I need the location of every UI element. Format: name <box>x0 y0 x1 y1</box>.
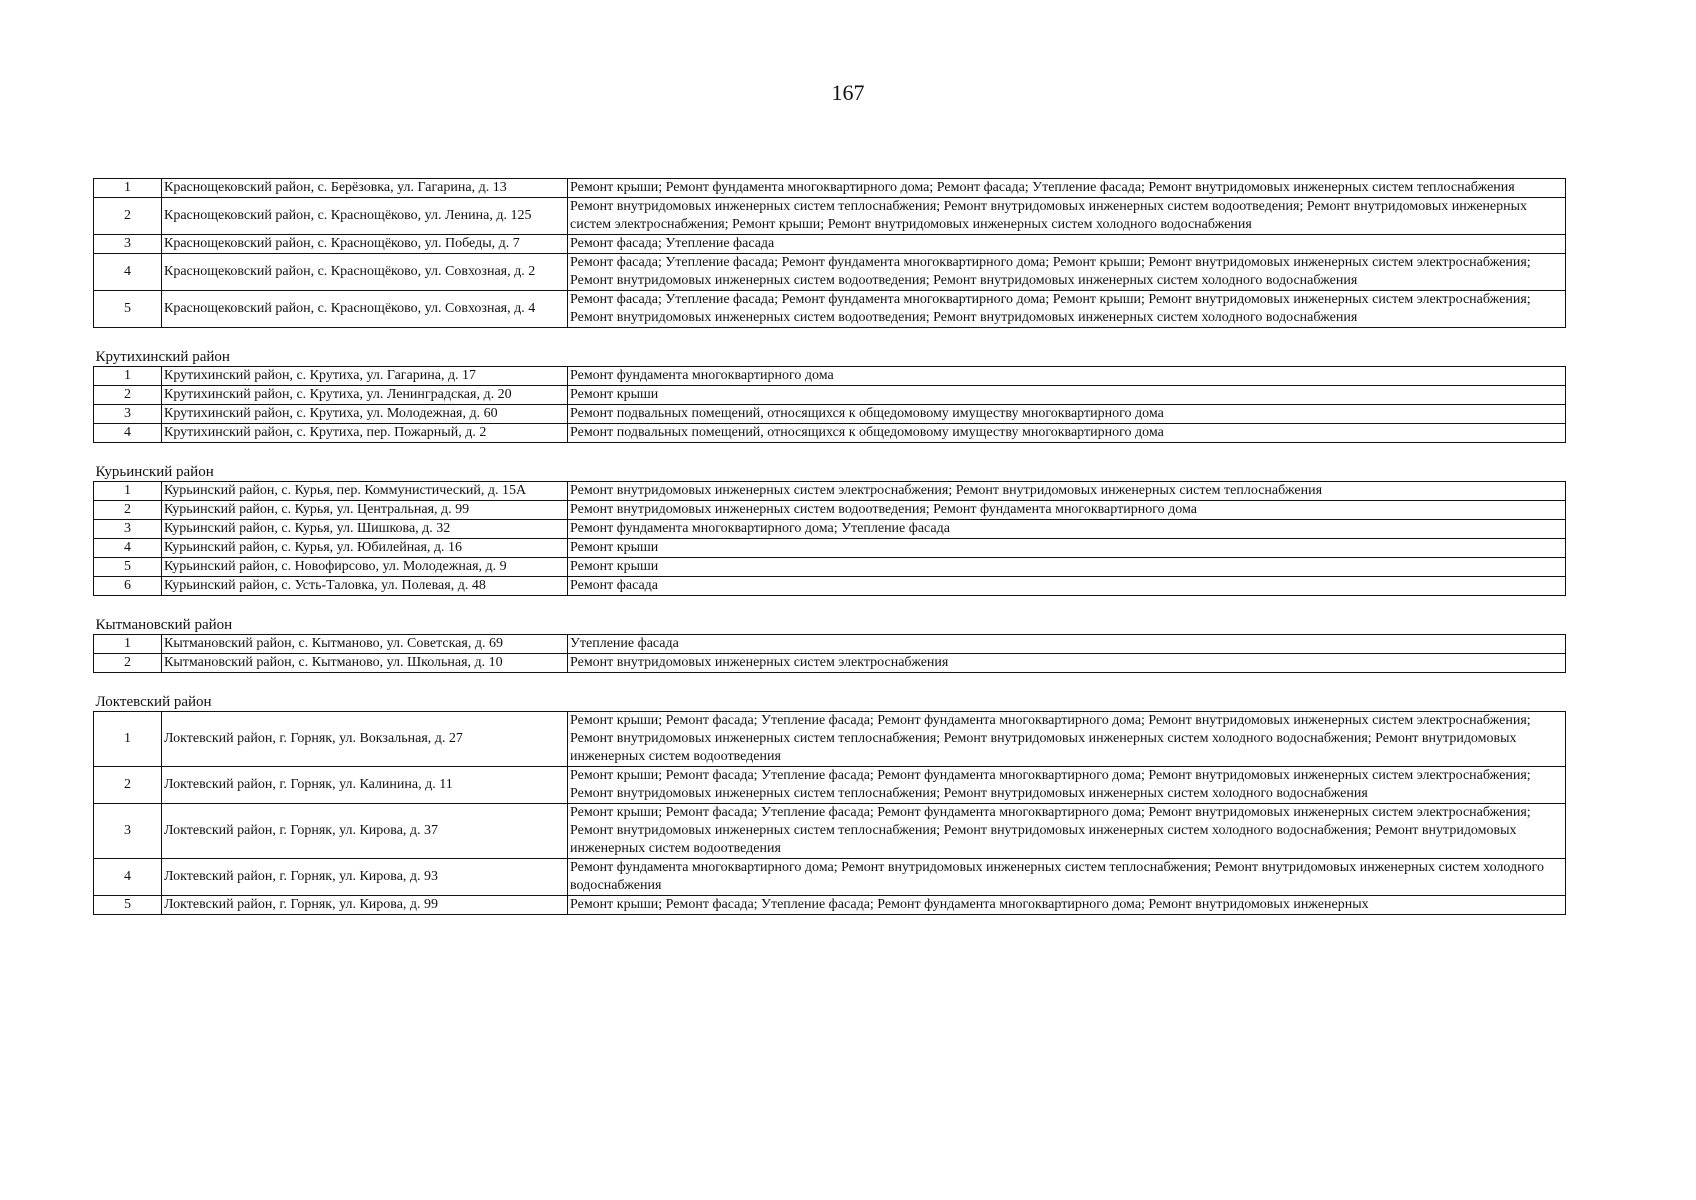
row-address: Краснощековский район, с. Краснощёково, ул. Ленина, д. 125 <box>162 198 568 235</box>
table-row <box>94 767 1566 804</box>
row-number: 1 <box>94 179 162 198</box>
table-row <box>94 179 1566 198</box>
table-row <box>94 577 1566 596</box>
row-number: 2 <box>94 501 162 520</box>
district-header-row <box>94 328 1566 367</box>
row-address: Крутихинский район, с. Крутиха, ул. Ленинградская, д. 20 <box>162 386 568 405</box>
row-address: Локтевский район, г. Горняк, ул. Кирова, д. 93 <box>162 859 568 896</box>
table-row <box>94 712 1566 767</box>
row-works: Утепление фасада <box>568 635 1566 654</box>
row-address: Курьинский район, с. Курья, ул. Шишкова, д. 32 <box>162 520 568 539</box>
row-works: Ремонт крыши <box>568 386 1566 405</box>
row-address: Краснощековский район, с. Краснощёково, ул. Совхозная, д. 2 <box>162 254 568 291</box>
row-works: Ремонт фасада; Утепление фасада; Ремонт фундамента многоквартирного дома; Ремонт крыши; Ремонт внутридомовых инженерных систем электроснабжения; Ремонт внутридомовых инженерных систем водоотведения; Ремонт внутридомовых инженерных систем холодного водоснабжения <box>568 291 1566 328</box>
row-number: 1 <box>94 367 162 386</box>
table-row <box>94 254 1566 291</box>
row-works: Ремонт крыши; Ремонт фасада; Утепление фасада; Ремонт фундамента многоквартирного дома; Ремонт внутридомовых инженерных систем электроснабжения; Ремонт внутридомовых инженерных систем теплоснабжения; Ремонт внутридомовых инженерных систем холодного водоснабжения <box>568 767 1566 804</box>
district-header-row <box>94 673 1566 712</box>
table-row <box>94 654 1566 673</box>
district-header-row <box>94 596 1566 635</box>
row-works: Ремонт крыши <box>568 558 1566 577</box>
row-number: 3 <box>94 520 162 539</box>
row-address: Курьинский район, с. Новофирсово, ул. Молодежная, д. 9 <box>162 558 568 577</box>
row-works: Ремонт подвальных помещений, относящихся к общедомовому имуществу многоквартирного дома <box>568 424 1566 443</box>
table-row <box>94 804 1566 859</box>
row-address: Крутихинский район, с. Крутиха, ул. Молодежная, д. 60 <box>162 405 568 424</box>
table-row <box>94 501 1566 520</box>
row-number: 5 <box>94 558 162 577</box>
row-number: 2 <box>94 767 162 804</box>
row-number: 4 <box>94 254 162 291</box>
row-address: Локтевский район, г. Горняк, ул. Вокзальная, д. 27 <box>162 712 568 767</box>
row-address: Крутихинский район, с. Крутиха, ул. Гагарина, д. 17 <box>162 367 568 386</box>
row-number: 2 <box>94 198 162 235</box>
row-address: Курьинский район, с. Курья, пер. Коммунистический, д. 15А <box>162 482 568 501</box>
row-works: Ремонт фасада; Утепление фасада; Ремонт фундамента многоквартирного дома; Ремонт крыши; Ремонт внутридомовых инженерных систем электроснабжения; Ремонт внутридомовых инженерных систем водоотведения; Ремонт внутридомовых инженерных систем холодного водоснабжения <box>568 254 1566 291</box>
row-address: Краснощековский район, с. Краснощёково, ул. Совхозная, д. 4 <box>162 291 568 328</box>
row-works: Ремонт внутридомовых инженерных систем электроснабжения; Ремонт внутридомовых инженерных систем теплоснабжения <box>568 482 1566 501</box>
row-number: 5 <box>94 896 162 915</box>
row-number: 6 <box>94 577 162 596</box>
table-row <box>94 367 1566 386</box>
table-row <box>94 405 1566 424</box>
row-works: Ремонт внутридомовых инженерных систем водоотведения; Ремонт фундамента многоквартирного дома <box>568 501 1566 520</box>
row-works: Ремонт фундамента многоквартирного дома <box>568 367 1566 386</box>
district-name: Курьинский район <box>94 443 1566 482</box>
row-number: 4 <box>94 859 162 896</box>
row-number: 2 <box>94 654 162 673</box>
table-row <box>94 291 1566 328</box>
table-body <box>94 179 1566 915</box>
table-row <box>94 482 1566 501</box>
row-address: Краснощековский район, с. Краснощёково, ул. Победы, д. 7 <box>162 235 568 254</box>
row-number: 5 <box>94 291 162 328</box>
row-address: Краснощековский район, с. Берёзовка, ул. Гагарина, д. 13 <box>162 179 568 198</box>
table-row <box>94 424 1566 443</box>
row-works: Ремонт крыши; Ремонт фундамента многоквартирного дома; Ремонт фасада; Утепление фасада; Ремонт внутридомовых инженерных систем теплоснабжения <box>568 179 1566 198</box>
row-address: Крутихинский район, с. Крутиха, пер. Пожарный, д. 2 <box>162 424 568 443</box>
district-name: Кытмановский район <box>94 596 1566 635</box>
row-number: 1 <box>94 482 162 501</box>
repair-schedule-table <box>93 178 1566 915</box>
table-row <box>94 635 1566 654</box>
row-number: 4 <box>94 539 162 558</box>
district-name: Крутихинский район <box>94 328 1566 367</box>
row-address: Локтевский район, г. Горняк, ул. Кирова, д. 99 <box>162 896 568 915</box>
row-number: 1 <box>94 635 162 654</box>
table-row <box>94 386 1566 405</box>
row-works: Ремонт фасада <box>568 577 1566 596</box>
row-works: Ремонт подвальных помещений, относящихся к общедомовому имуществу многоквартирного дома <box>568 405 1566 424</box>
row-number: 2 <box>94 386 162 405</box>
row-works: Ремонт фундамента многоквартирного дома; Ремонт внутридомовых инженерных систем теплоснабжения; Ремонт внутридомовых инженерных систем холодного водоснабжения <box>568 859 1566 896</box>
table-row <box>94 558 1566 577</box>
row-number: 3 <box>94 235 162 254</box>
row-works: Ремонт внутридомовых инженерных систем электроснабжения <box>568 654 1566 673</box>
row-address: Кытмановский район, с. Кытманово, ул. Школьная, д. 10 <box>162 654 568 673</box>
row-number: 4 <box>94 424 162 443</box>
row-works: Ремонт крыши; Ремонт фасада; Утепление фасада; Ремонт фундамента многоквартирного дома; Ремонт внутридомовых инженерных систем электроснабжения; Ремонт внутридомовых инженерных систем теплоснабжения; Ремонт внутридомовых инженерных систем холодного водоснабжения; Ремонт внутридомовых инженерных систем водоотведения <box>568 804 1566 859</box>
row-number: 3 <box>94 804 162 859</box>
row-number: 1 <box>94 712 162 767</box>
table-row <box>94 896 1566 915</box>
row-address: Локтевский район, г. Горняк, ул. Кирова, д. 37 <box>162 804 568 859</box>
row-works: Ремонт фасада; Утепление фасада <box>568 235 1566 254</box>
row-address: Кытмановский район, с. Кытманово, ул. Советская, д. 69 <box>162 635 568 654</box>
row-number: 3 <box>94 405 162 424</box>
table-row <box>94 235 1566 254</box>
row-works: Ремонт крыши; Ремонт фасада; Утепление фасада; Ремонт фундамента многоквартирного дома; Ремонт внутридомовых инженерных <box>568 896 1566 915</box>
row-address: Курьинский район, с. Усть-Таловка, ул. Полевая, д. 48 <box>162 577 568 596</box>
table-row <box>94 520 1566 539</box>
table-row <box>94 198 1566 235</box>
district-name: Локтевский район <box>94 673 1566 712</box>
district-header-row <box>94 443 1566 482</box>
row-address: Курьинский район, с. Курья, ул. Юбилейная, д. 16 <box>162 539 568 558</box>
row-works: Ремонт фундамента многоквартирного дома; Утепление фасада <box>568 520 1566 539</box>
row-works: Ремонт внутридомовых инженерных систем теплоснабжения; Ремонт внутридомовых инженерных систем водоотведения; Ремонт внутридомовых инженерных систем электроснабжения; Ремонт крыши; Ремонт внутридомовых инженерных систем холодного водоснабжения <box>568 198 1566 235</box>
table-row <box>94 539 1566 558</box>
page-number: 167 <box>831 80 865 105</box>
row-works: Ремонт крыши; Ремонт фасада; Утепление фасада; Ремонт фундамента многоквартирного дома; Ремонт внутридомовых инженерных систем электроснабжения; Ремонт внутридомовых инженерных систем теплоснабжения; Ремонт внутридомовых инженерных систем холодного водоснабжения; Ремонт внутридомовых инженерных систем водоотведения <box>568 712 1566 767</box>
row-works: Ремонт крыши <box>568 539 1566 558</box>
row-address: Курьинский район, с. Курья, ул. Центральная, д. 99 <box>162 501 568 520</box>
table-row <box>94 859 1566 896</box>
row-address: Локтевский район, г. Горняк, ул. Калинина, д. 11 <box>162 767 568 804</box>
